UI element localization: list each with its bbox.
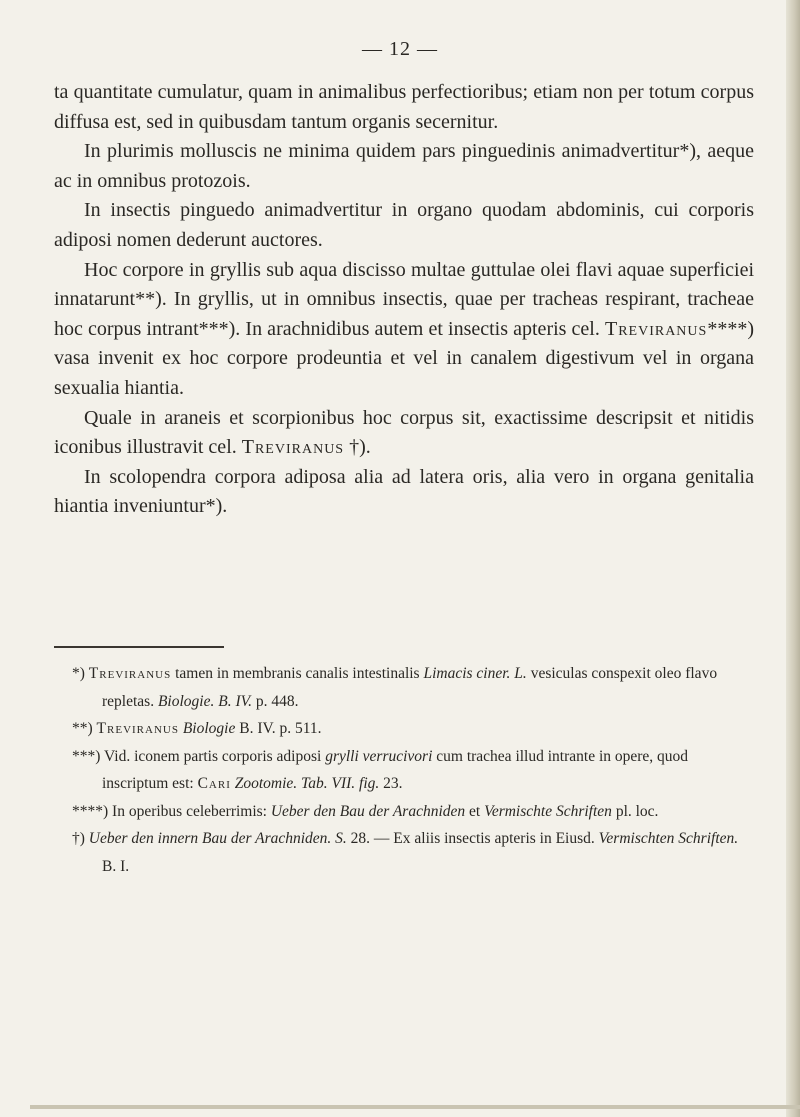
italic-text: Biologie. B. IV.	[157, 692, 252, 710]
author-name: Treviranus	[241, 436, 345, 459]
text-segment: *)	[72, 665, 89, 682]
text-segment: In plurimis molluscis ne minima quidem pars pinguedinis animadvertitur*), aeque ac in omnibus protozois.	[54, 140, 754, 192]
paragraph	[54, 256, 754, 404]
text-segment: B. IV. p. 511.	[235, 720, 322, 737]
footnote	[72, 715, 754, 743]
footnote	[72, 743, 754, 798]
footnote-rule	[54, 646, 224, 648]
text-segment: pl. loc.	[611, 802, 659, 820]
italic-text: Biologie	[182, 720, 236, 737]
text-segment: In insectis pinguedo animadvertitur in organo quodam abdominis, cui corporis adiposi nomen dederunt auctores.	[54, 199, 754, 251]
author-name: Treviranus	[96, 720, 179, 737]
footnotes	[62, 660, 754, 880]
text-segment: Hoc corpore in gryllis sub aqua discisso multae guttulae olei flavi aquae superficiei innatarunt**). In gryllis, ut in omnibus insectis, quae per tracheas respirant, tracheae hoc corpus intrant***). In arachnidibus autem et insectis apteris cel.	[54, 258, 754, 340]
text-segment: B. I.	[102, 857, 130, 875]
paragraph	[54, 196, 754, 255]
paragraph	[54, 404, 754, 463]
text-segment: **)	[72, 720, 97, 737]
paragraph	[54, 137, 754, 196]
text-segment: vesiculas conspexit oleo flavo repletas.	[102, 665, 718, 710]
text-segment: 28. — Ex aliis insectis apteris in Eiusd.	[346, 830, 599, 847]
italic-text: Ueber den innern Bau der Arachniden. S.	[88, 830, 347, 847]
text-segment: ****) In operibus celeberrimis:	[72, 802, 271, 820]
paragraph	[54, 463, 754, 522]
text-segment: †)	[72, 830, 89, 847]
italic-text: Zootomie. Tab. VII. fig.	[234, 775, 380, 792]
author-name: Treviranus	[604, 317, 708, 340]
text-segment: Quale in araneis et scorpionibus hoc corpus sit, exactissime descripsit et nitidis iconibus illustravit cel.	[54, 406, 754, 459]
paragraph	[54, 78, 754, 137]
text-segment: 23.	[379, 775, 403, 792]
text-segment: ***) Vid. iconem partis corporis adiposi	[72, 747, 326, 765]
italic-text: Vermischten Schriften.	[598, 830, 739, 847]
footnote	[72, 798, 754, 826]
italic-text: Limacis ciner. L.	[423, 665, 527, 682]
text-segment: et	[465, 802, 485, 820]
page-number-header: — 12 —	[362, 38, 438, 60]
text-segment: †).	[344, 436, 371, 459]
footnote	[72, 825, 754, 880]
page-bottom-edge	[30, 1105, 800, 1109]
text-segment: ****) vasa invenit ex hoc corpore prodeuntia et vel in canalem digestivum vel in organa sexualia hiantia.	[54, 317, 754, 399]
italic-text: Ueber den Bau der Arachniden	[270, 802, 466, 820]
text-segment: p. 448.	[251, 692, 299, 710]
footnote	[72, 660, 754, 715]
text-segment: tamen in membranis canalis intestinalis	[171, 665, 424, 682]
italic-text: grylli verrucivori	[325, 747, 433, 765]
main-text	[54, 78, 754, 522]
italic-text: Vermischte Schriften	[484, 802, 612, 820]
author-name: Cari	[197, 775, 231, 792]
page-edge	[786, 0, 800, 1117]
text-segment: In scolopendra corpora adiposa alia ad latera oris, alia vero in organa genitalia hiantia inveniuntur*).	[54, 465, 754, 518]
text-segment: ta quantitate cumulatur, quam in animalibus perfectioribus; etiam non per totum corpus diffusa est, sed in quibusdam tantum organis secernitur.	[54, 81, 754, 133]
author-name: Treviranus	[88, 665, 172, 682]
text-segment: cum trachea illud intrante in opere, quod inscriptum est:	[102, 747, 689, 792]
